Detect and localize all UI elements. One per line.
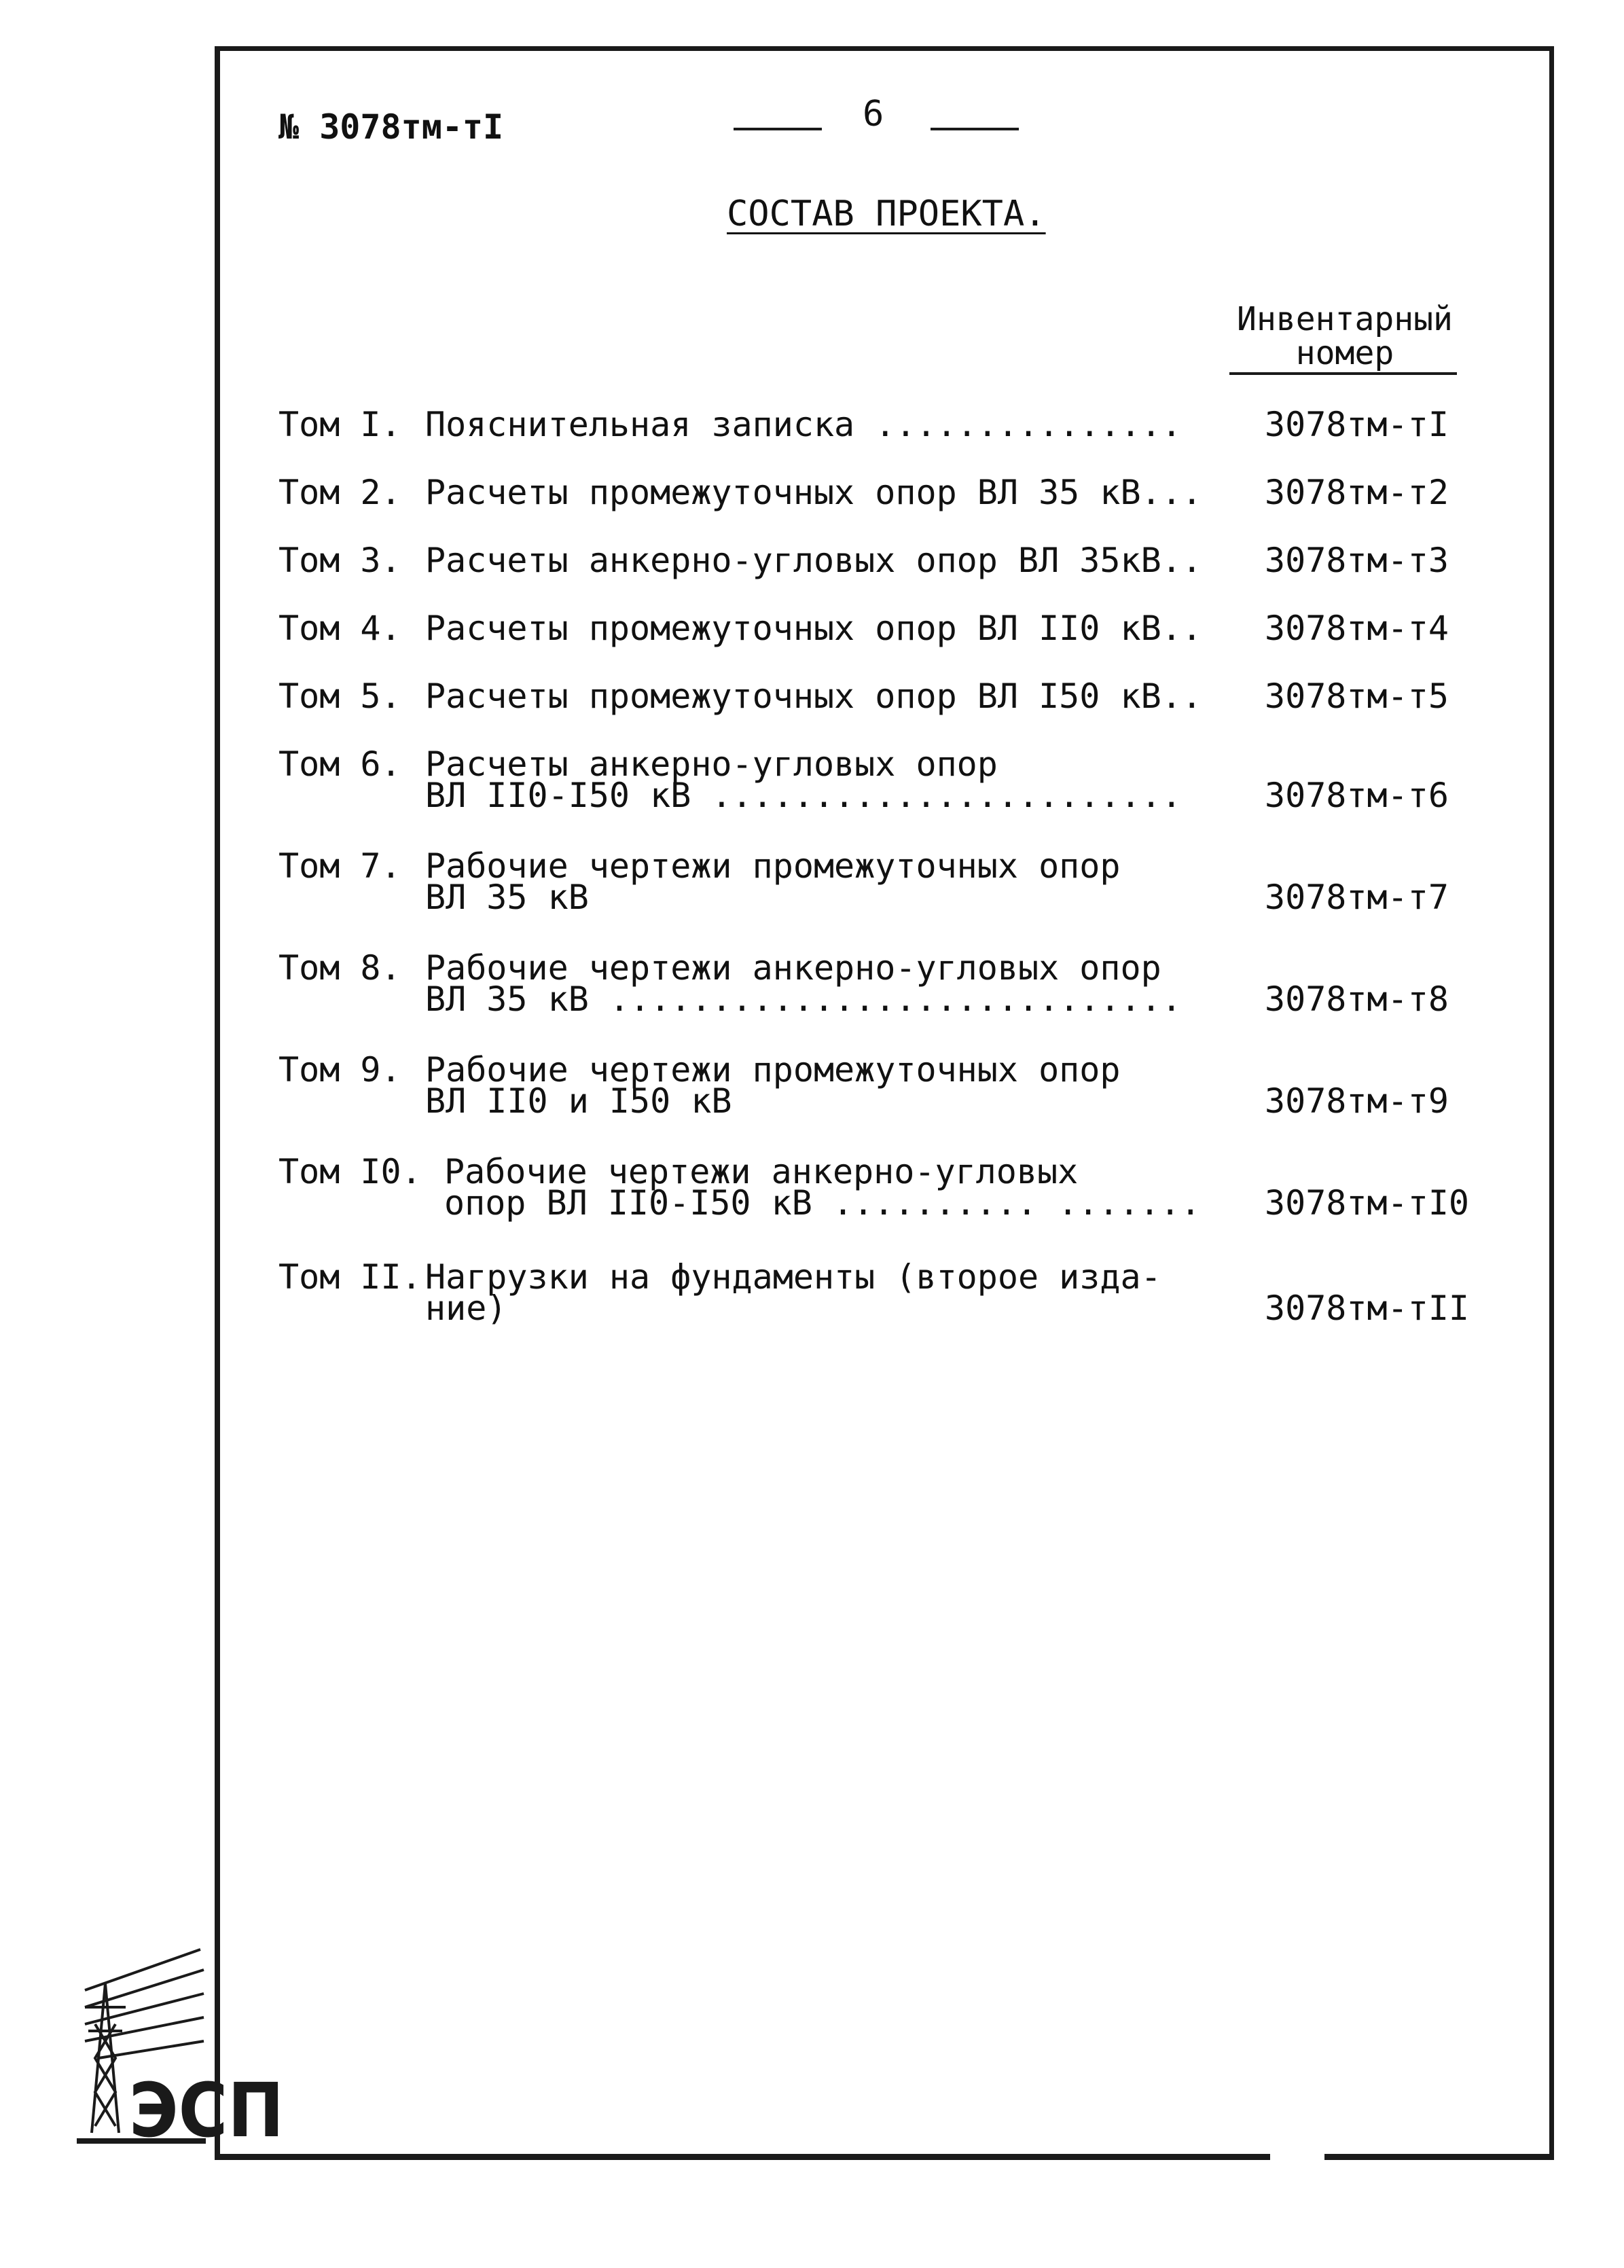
inventory-number: 3078тм-тI0	[1265, 1183, 1470, 1223]
document-code: № 3078тм-тI	[278, 107, 504, 147]
volume-number: Том 7.	[278, 846, 401, 886]
volume-number: Том 2.	[278, 473, 401, 512]
volume-title-line2: ние)	[425, 1289, 507, 1328]
volume-row	[278, 611, 1467, 686]
volume-title-line1: Расчеты промежуточных опор ВЛ II0 кВ..	[425, 609, 1202, 648]
inventory-number: 3078тм-т3	[1265, 541, 1449, 580]
volume-row	[278, 1257, 1470, 1335]
volume-title-line1: Рабочие чертежи промежуточных опор	[425, 846, 1121, 886]
inventory-number-header	[1223, 302, 1467, 370]
volume-number: Том II.	[278, 1257, 422, 1297]
volume-row	[278, 744, 1467, 822]
inventory-number: 3078тм-т8	[1265, 979, 1449, 1019]
inventory-number: 3078тм-т6	[1265, 776, 1449, 815]
volume-title-line1: Пояснительная записка ...............	[425, 405, 1182, 444]
volume-number: Том 8.	[278, 948, 401, 988]
frame-gap	[1270, 2153, 1324, 2163]
volume-title-line1: Рабочие чертежи промежуточных опор	[425, 1050, 1121, 1090]
volume-row	[278, 846, 1467, 924]
volume-number: Том 3.	[278, 541, 401, 580]
page-number: 6	[863, 94, 884, 134]
inventory-number: 3078тм-т2	[1265, 473, 1449, 512]
volume-title-line2: опор ВЛ II0-I50 кВ .......... .......	[444, 1183, 1201, 1223]
document-title: СОСТАВ ПРОЕКТА.	[727, 194, 1046, 234]
volume-row	[278, 475, 1467, 550]
volume-row	[278, 405, 1467, 482]
inventory-number: 3078тм-т7	[1265, 878, 1449, 917]
page-number-block	[734, 94, 1019, 141]
inventory-header-line2: номер	[1295, 334, 1394, 372]
inventory-number: 3078тм-т9	[1265, 1081, 1449, 1121]
inventory-header-underline	[1229, 372, 1457, 375]
volume-title-line1: Рабочие чертежи анкерно-угловых	[444, 1152, 1079, 1191]
page-number-dash-right	[931, 128, 1019, 130]
volume-number: Том I.	[278, 405, 401, 444]
volume-title-line1: Расчеты промежуточных опор ВЛ 35 кВ...	[425, 473, 1202, 512]
volume-title-line2: ВЛ 35 кВ	[425, 878, 589, 917]
volume-title-line1: Нагрузки на фундаменты (второе изда-	[425, 1257, 1161, 1297]
logo-text: ЭСП	[129, 2067, 285, 2154]
volume-title-line1: Расчеты анкерно-угловых опор	[425, 744, 998, 784]
volume-row	[278, 1050, 1467, 1128]
volume-number: Том 4.	[278, 609, 401, 648]
volume-row	[278, 948, 1467, 1026]
volume-title-line2: ВЛ II0 и I50 кВ	[425, 1081, 732, 1121]
volume-row	[278, 679, 1467, 754]
volume-row	[278, 543, 1467, 618]
volume-row	[278, 1152, 1470, 1229]
inventory-number: 3078тм-т4	[1265, 609, 1449, 648]
power-line-tower-logo-icon	[71, 1943, 285, 2154]
volume-title-line1: Расчеты анкерно-угловых опор ВЛ 35кВ..	[425, 541, 1202, 580]
inventory-number: 3078тм-т5	[1265, 677, 1449, 716]
inventory-number: 3078тм-тII	[1265, 1289, 1470, 1328]
volume-number: Том 6.	[278, 744, 401, 784]
page-number-dash-left	[734, 128, 822, 130]
volume-number: Том 5.	[278, 677, 401, 716]
volume-title-line2: ВЛ II0-I50 кВ .......................	[425, 776, 1182, 815]
volume-title-line1: Рабочие чертежи анкерно-угловых опор	[425, 948, 1161, 988]
volume-title-line2: ВЛ 35 кВ ............................	[425, 979, 1182, 1019]
volume-title-line1: Расчеты промежуточных опор ВЛ I50 кВ..	[425, 677, 1202, 716]
inventory-header-line1: Инвентарный	[1237, 300, 1453, 338]
volume-number: Том 9.	[278, 1050, 401, 1090]
volume-number: Том I0.	[278, 1152, 422, 1191]
inventory-number: 3078тм-тI	[1265, 405, 1449, 444]
